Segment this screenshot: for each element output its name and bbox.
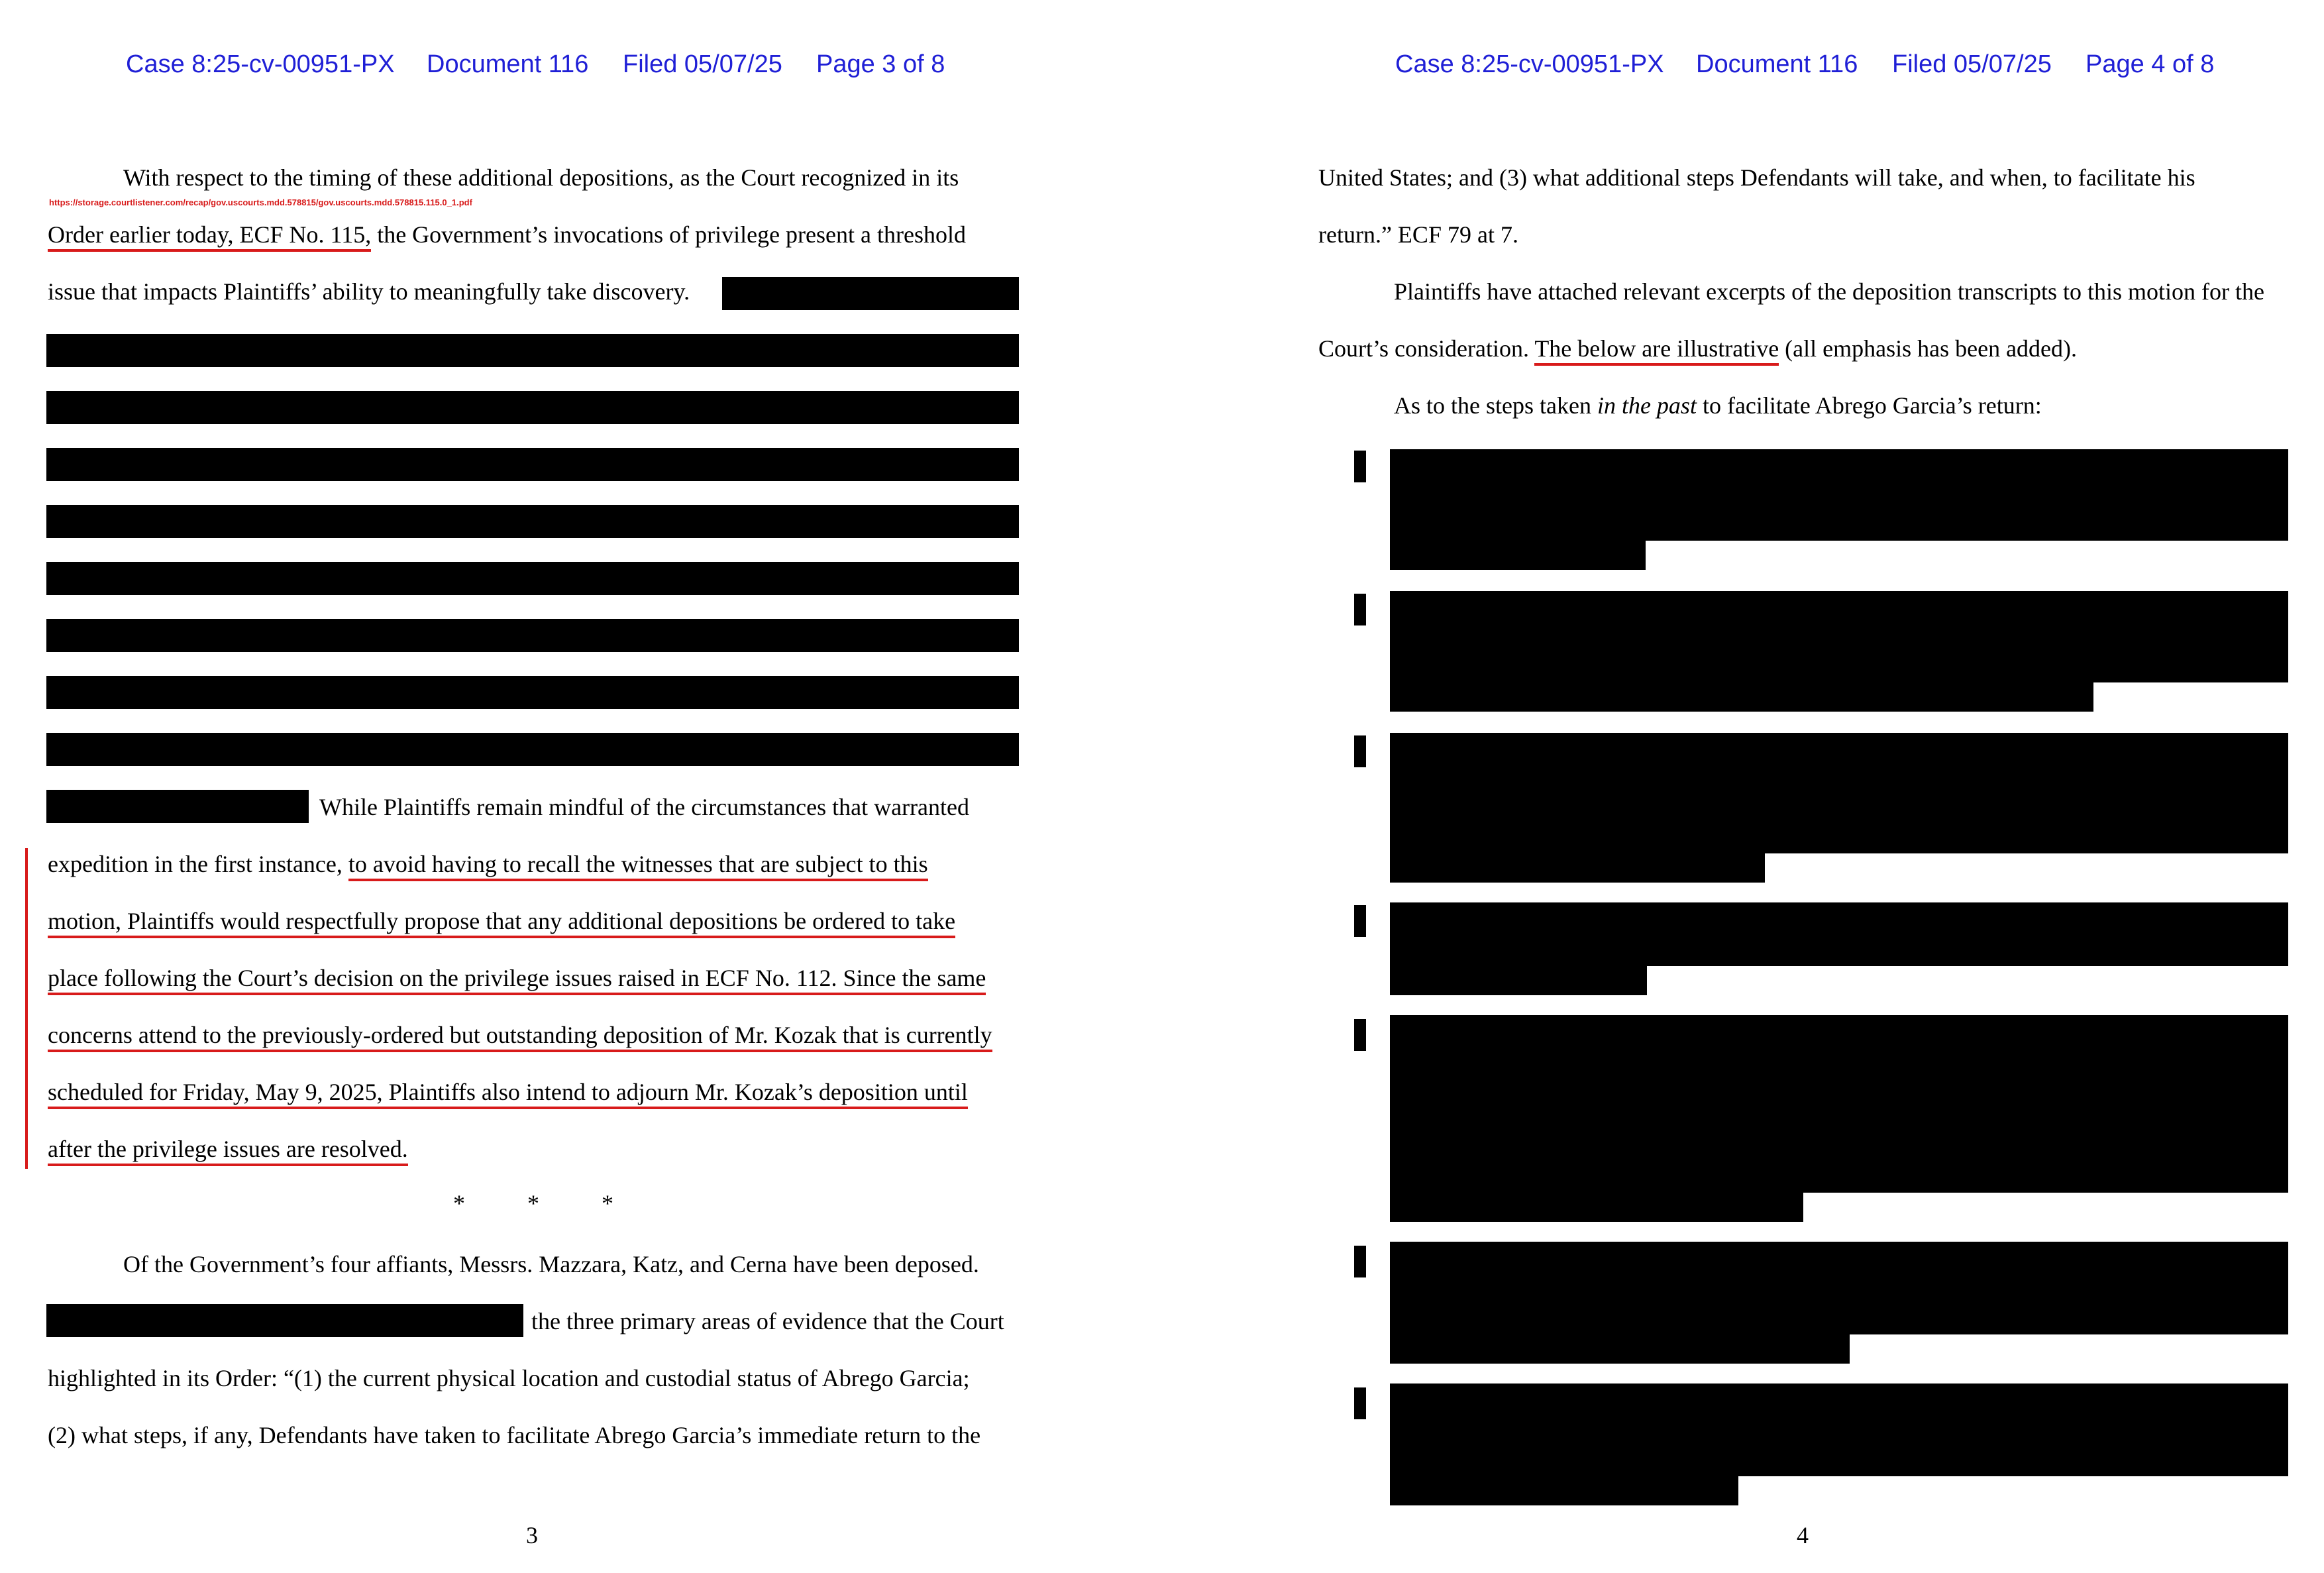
underlined-text: to avoid having to recall the witnesses that are subject to this [348, 851, 928, 881]
filed-date: Filed 05/07/25 [1892, 50, 2052, 78]
text-line [48, 1023, 992, 1047]
redaction-block [46, 733, 1019, 766]
redaction-block [46, 391, 1019, 424]
redaction-block [46, 1304, 523, 1337]
text-span: As to the steps taken [1394, 392, 1597, 419]
text-span: expedition in the first instance, [48, 851, 343, 877]
redaction-block [46, 505, 1019, 538]
redaction-block [1390, 681, 2093, 712]
underlined-text: after the privilege issues are resolved. [48, 1136, 408, 1166]
page-number: 3 [526, 1522, 538, 1548]
redaction-block [722, 277, 1019, 310]
text-line: While Plaintiffs remain mindful of the circumstances that warranted [319, 794, 970, 820]
redaction-block [1390, 1242, 2288, 1334]
emphasis-text: in the past [1597, 392, 1697, 419]
redacted-bullet [1354, 594, 1366, 625]
document-number: Document 116 [1696, 50, 1858, 78]
text-line: Of the Government’s four affiants, Messrs. Mazzara, Katz, and Cerna have been deposed. [123, 1251, 979, 1277]
case-number: Case 8:25-cv-00951-PX [126, 50, 395, 78]
document-number: Document 116 [427, 50, 589, 78]
redacted-bullet [1354, 1019, 1366, 1051]
redaction-block [1390, 591, 2288, 682]
underlined-text: concerns attend to the previously-ordered but outstanding deposition of Mr. Kozak that is currently [48, 1022, 992, 1052]
text-line [1394, 394, 2042, 417]
text-line: United States; and (3) what additional steps Defendants will take, and when, to facilitate his [1318, 164, 2195, 191]
section-separator: * [602, 1190, 613, 1217]
redaction-block [46, 562, 1019, 595]
redaction-block [1390, 852, 1765, 883]
redaction-block [1390, 733, 2288, 853]
text-line: (2) what steps, if any, Defendants have taken to facilitate Abrego Garcia’s immediate return to the [48, 1422, 981, 1448]
text-line [48, 966, 986, 990]
underlined-text: scheduled for Friday, May 9, 2025, Plaintiffs also intend to adjourn Mr. Kozak’s deposition until [48, 1079, 968, 1109]
redaction-block [46, 790, 309, 823]
underlined-text: motion, Plaintiffs would respectfully propose that any additional depositions be ordered to take [48, 908, 955, 938]
redacted-bullet [1354, 451, 1366, 482]
redaction-block [1390, 1015, 2288, 1193]
text-line: return.” ECF 79 at 7. [1318, 221, 1518, 248]
case-number: Case 8:25-cv-00951-PX [1395, 50, 1664, 78]
redaction-block [46, 448, 1019, 481]
redaction-block [1390, 965, 1647, 995]
text-line [48, 909, 955, 933]
redaction-block [1390, 1475, 1738, 1505]
annotation-link[interactable]: https://storage.courtlistener.com/recap/gov.uscourts.mdd.578815/gov.uscourts.mdd.578815.115.0_1.pdf [49, 197, 472, 207]
redaction-block [1390, 449, 2288, 541]
text-line: With respect to the timing of these additional depositions, as the Court recognized in its [123, 164, 959, 191]
redaction-block [1390, 539, 1646, 570]
text-span: Court’s consideration. [1318, 335, 1529, 362]
text-line [1318, 337, 2077, 360]
text-line [48, 223, 966, 246]
text-span: (all emphasis has been added). [1785, 335, 2078, 362]
redaction-block [1390, 1383, 2288, 1476]
redaction-block [46, 334, 1019, 367]
text-line [48, 1080, 968, 1104]
page-indicator: Page 4 of 8 [2086, 50, 2215, 78]
text-line: the three primary areas of evidence that the Court [531, 1308, 1004, 1334]
text-line: issue that impacts Plaintiffs’ ability to meaningfully take discovery. [48, 278, 690, 305]
redacted-bullet [1354, 1387, 1366, 1419]
redaction-block [46, 676, 1019, 709]
underlined-text: place following the Court’s decision on the privilege issues raised in ECF No. 112. Since the same [48, 965, 986, 995]
link-ecf-115[interactable]: Order earlier today, ECF No. 115, [48, 221, 371, 252]
text-line: Plaintiffs have attached relevant excerpts of the deposition transcripts to this motion for the [1394, 278, 2264, 305]
underlined-text: The below are illustrative [1534, 335, 1779, 366]
section-separator: * [527, 1190, 539, 1217]
page-number: 4 [1797, 1522, 1809, 1548]
text-span: the Government’s invocations of privilege present a threshold [371, 221, 966, 248]
text-line: highlighted in its Order: “(1) the current physical location and custodial status of Abrego Garcia; [48, 1365, 970, 1391]
section-separator: * [453, 1190, 465, 1217]
redacted-bullet [1354, 905, 1366, 937]
text-span: to facilitate Abrego Garcia’s return: [1696, 392, 2042, 419]
redacted-bullet [1354, 1246, 1366, 1277]
text-line [48, 852, 928, 876]
filed-date: Filed 05/07/25 [623, 50, 782, 78]
redaction-block [1390, 902, 2288, 966]
margin-annotation-bar [25, 848, 28, 1169]
redacted-bullet [1354, 735, 1366, 767]
redaction-block [1390, 1191, 1803, 1222]
redaction-block [1390, 1333, 1850, 1364]
text-line [48, 1137, 408, 1161]
page-indicator: Page 3 of 8 [816, 50, 945, 78]
redaction-block [46, 619, 1019, 652]
